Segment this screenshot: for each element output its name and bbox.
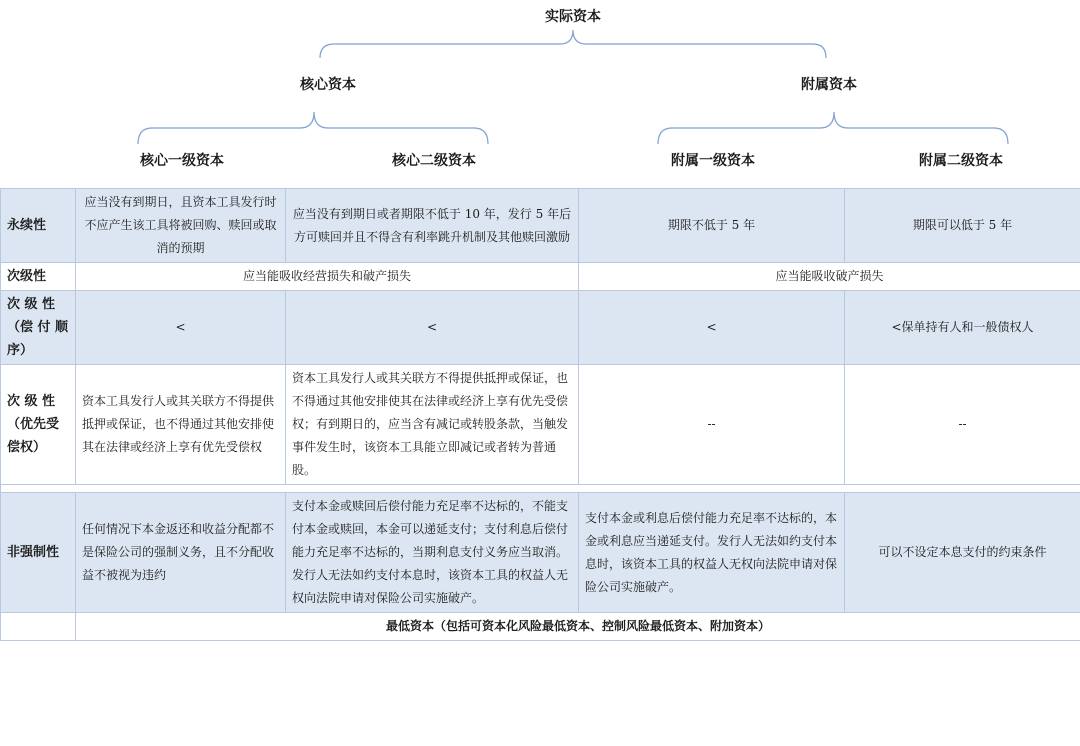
node-supplementary-capital: 附属资本 bbox=[801, 77, 857, 93]
cell-subordination-core: 应当能吸收经营损失和破产损失 bbox=[76, 263, 579, 291]
bracket-root bbox=[320, 30, 826, 58]
node-actual-capital: 实际资本 bbox=[545, 9, 601, 25]
cell-min-capital: 最低资本（包括可资本化风险最低资本、控制风险最低资本、附加资本） bbox=[76, 613, 1080, 641]
node-core-capital: 核心资本 bbox=[300, 77, 356, 93]
cell-sub-priority-core1: 资本工具发行人或其关联方不得提供抵押或保证，也不得通过其他安排使其在法律或经济上享有优先受偿权 bbox=[76, 365, 286, 485]
row-sub-priority bbox=[1, 365, 1080, 485]
node-supp-tier2: 附属二级资本 bbox=[919, 153, 1003, 169]
row-perpetuity bbox=[1, 189, 1080, 263]
node-core-tier1: 核心一级资本 bbox=[140, 153, 224, 169]
cell-non-mandatory-supp2: 可以不设定本息支付的约束条件 bbox=[845, 493, 1080, 613]
cell-perpetuity-supp2: 期限可以低于 5 年 bbox=[845, 189, 1080, 263]
row-gap bbox=[1, 485, 1080, 493]
bracket-supp bbox=[658, 112, 1008, 144]
cell-non-mandatory-core2: 支付本金或赎回后偿付能力充足率不达标的，不能支付本金或赎回，本金可以递延支付；支付利息后偿付能力充足率不达标的，当期利息支付义务应当取消。发行人无法如约支付本息时，该资本工具的权益人无权向法院申请对保险公司实施破产。 bbox=[286, 493, 579, 613]
cell-non-mandatory-supp1: 支付本金或利息后偿付能力充足率不达标的，本金或利息应当递延支付。发行人无法如约支付本息时，该资本工具的权益人无权向法院申请对保险公司实施破产。 bbox=[579, 493, 845, 613]
cell-sub-priority-supp1: -- bbox=[579, 365, 845, 485]
cell-sub-order-supp2: <保单持有人和一般债权人 bbox=[845, 291, 1080, 365]
row-label-min-capital-empty bbox=[1, 613, 76, 641]
cell-sub-priority-core2: 资本工具发行人或其关联方不得提供抵押或保证，也不得通过其他安排使其在法律或经济上享有优先受偿权；有到期日的，应当含有减记或转股条款，当触发事件发生时，该资本工具能立即减记或者转为普通股。 bbox=[286, 365, 579, 485]
cell-non-mandatory-core1: 任何情况下本金返还和收益分配都不是保险公司的强制义务，且不分配收益不被视为违约 bbox=[76, 493, 286, 613]
capital-criteria-table bbox=[0, 188, 1080, 641]
cell-subordination-supp: 应当能吸收破产损失 bbox=[579, 263, 1080, 291]
cell-sub-order-supp1: < bbox=[579, 291, 845, 365]
row-label-subordination: 次级性 bbox=[1, 263, 76, 291]
bracket-core bbox=[138, 112, 488, 144]
cell-sub-priority-supp2: -- bbox=[845, 365, 1080, 485]
row-label-perpetuity: 永续性 bbox=[1, 189, 76, 263]
row-label-non-mandatory: 非强制性 bbox=[1, 493, 76, 613]
row-label-sub-order: 次 级 性 （偿 付 顺 序） bbox=[1, 291, 76, 365]
node-supp-tier1: 附属一级资本 bbox=[671, 153, 755, 169]
row-label-sub-priority: 次 级 性 （优先受 偿权） bbox=[1, 365, 76, 485]
cell-sub-order-core2: < bbox=[286, 291, 579, 365]
row-sub-order bbox=[1, 291, 1080, 365]
cell-perpetuity-supp1: 期限不低于 5 年 bbox=[579, 189, 845, 263]
cell-sub-order-core1: < bbox=[76, 291, 286, 365]
row-subordination bbox=[1, 263, 1080, 291]
row-min-capital bbox=[1, 613, 1080, 641]
cell-perpetuity-core1: 应当没有到期日，且资本工具发行时不应产生该工具将被回购、赎回或取消的预期 bbox=[76, 189, 286, 263]
node-core-tier2: 核心二级资本 bbox=[392, 153, 476, 169]
capital-hierarchy-tree bbox=[0, 0, 1080, 190]
row-non-mandatory bbox=[1, 493, 1080, 613]
cell-perpetuity-core2: 应当没有到期日或者期限不低于 10 年，发行 5 年后方可赎回并且不得含有利率跳升机制及其他赎回激励 bbox=[286, 189, 579, 263]
